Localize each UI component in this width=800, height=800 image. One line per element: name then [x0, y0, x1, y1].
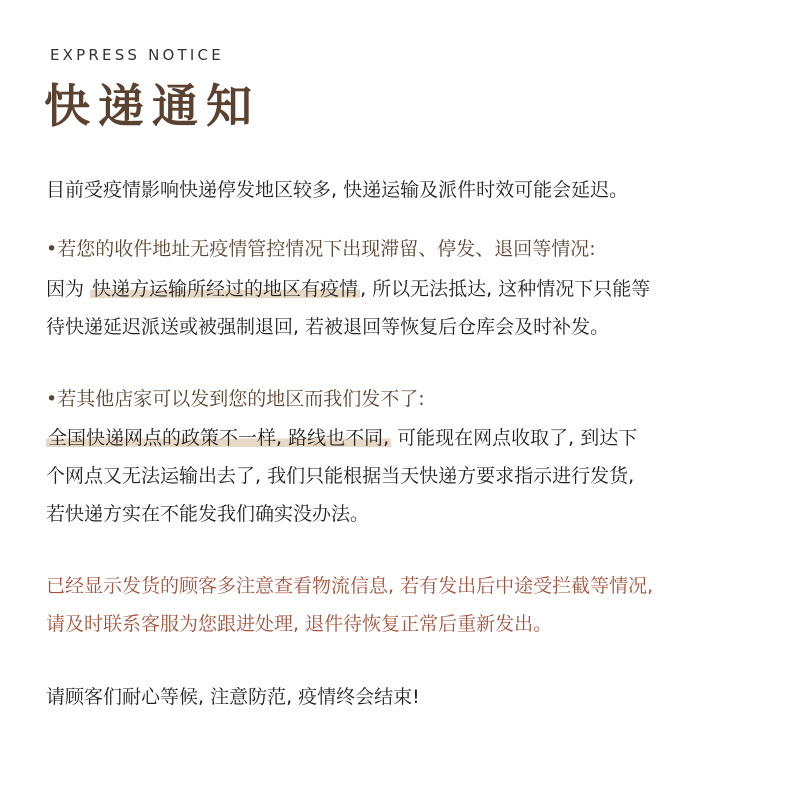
section1-heading: •若您的收件地址无疫情管控情况下出现滞留、停发、退回等情况:: [46, 238, 596, 260]
intro-text: 目前受疫情影响快递停发地区较多, 快递运输及派件时效可能会延迟。: [46, 179, 629, 201]
section1-line2: 待快递延迟派送或被强制退回, 若被退回等恢复后仓库会及时补发。: [46, 316, 610, 338]
page-title: 快递通知: [44, 79, 260, 133]
section2-line1-suffix: 可能现在网点收取了, 到达下: [391, 427, 638, 449]
section1-line1-prefix: 因为: [46, 278, 91, 300]
notice-line2: 请及时联系客服为您跟进处理, 退件待恢复正常后重新发出。: [46, 613, 553, 635]
section2-heading: •若其他店家可以发到您的地区而我们发不了:: [46, 388, 425, 410]
section2-line1: [46, 425, 637, 451]
section1-highlight: 快递方运输所经过的地区有疫情: [92, 278, 359, 300]
section2-line3: 若快递方实在不能发我们确实没办法。: [46, 503, 370, 525]
closing-text: 请顾客们耐心等候, 注意防范, 疫情终会结束!: [46, 686, 420, 708]
section1-line1-suffix: , 所以无法抵达, 这种情况下只能等: [360, 278, 651, 300]
section2-line2: 个网点又无法运输出去了, 我们只能根据当天快递方要求指示进行发货,: [46, 465, 635, 487]
subtitle: EXPRESS NOTICE: [50, 46, 224, 64]
section2-highlight: 全国快递网点的政策不一样, 路线也不同,: [48, 427, 390, 449]
section1-line1: [46, 276, 650, 302]
notice-line1: 已经显示发货的顾客多注意查看物流信息, 若有发出后中途受拦截等情况,: [46, 575, 654, 597]
